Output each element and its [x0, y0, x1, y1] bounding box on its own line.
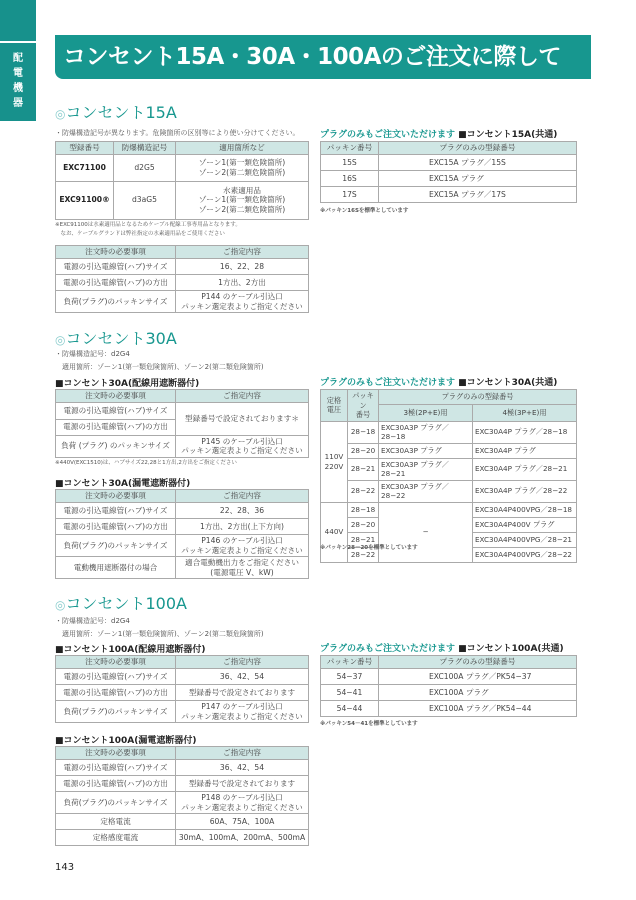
table-row: [321, 701, 577, 717]
table-row: [56, 275, 309, 291]
column-header: 注文時の必要事項: [56, 656, 176, 669]
column-header: 3極(2P+E)用: [379, 405, 473, 421]
table-cell: EXC30A3P プラグ／28−18: [379, 421, 473, 443]
table-cell: 1方出、2方出(上下方向): [176, 519, 309, 535]
plug-title-30a: [320, 375, 557, 388]
table-cell: 110V 220V: [321, 421, 348, 502]
table-cell: 負荷 (プラグ) のパッキンサイズ: [56, 435, 176, 457]
subheading: ■コンセント100A(配線用遮断器付): [55, 645, 206, 655]
table-cell: EXC71100: [56, 154, 114, 181]
table-cell: 電源の引込電線管(ハブ)の方出: [56, 776, 176, 792]
plug-title-text: プラグのみもご注文いただけます: [320, 130, 456, 140]
column-header: 注文時の必要事項: [56, 390, 176, 403]
table-row: [56, 792, 309, 814]
table-cell: 型録番号で設定されております＊: [176, 402, 309, 435]
column-header: 適用箇所など: [176, 142, 309, 155]
section-heading-15a: [55, 100, 177, 123]
plug-note: ※パッキン54－41を標準としています: [320, 721, 418, 727]
table-row: [56, 402, 309, 419]
table-cell: 15S: [321, 155, 379, 171]
table-row: [321, 685, 577, 701]
table-cell: 36、42、54: [176, 760, 309, 776]
table-header-row: [56, 656, 309, 669]
table-header-row: [56, 246, 309, 259]
table-row: [56, 830, 309, 846]
table-cell: 16S: [321, 171, 379, 187]
table-cell: 16、22、28: [176, 259, 309, 275]
table-row: [56, 776, 309, 792]
table-cell: 負荷(プラグ)のパッキンサイズ: [56, 291, 176, 313]
column-header: プラグのみの型録番号: [379, 390, 577, 405]
table-cell: P148 のケーブル引込口 パッキン選定表よりご指定ください: [176, 792, 309, 814]
plug-title-text: プラグのみもご注文いただけます: [320, 644, 456, 654]
table-cell: 電源の引込電線管(ハブ)の方出: [56, 275, 176, 291]
table-cell: P147 のケーブル引込口 パッキン選定表よりご指定ください: [176, 701, 309, 723]
table-cell: EXC30A4P400VPG／28−21: [473, 532, 577, 547]
order-table-30a-breaker: [55, 389, 309, 458]
table-cell: EXC30A3P プラグ: [379, 443, 473, 458]
table-row: [56, 519, 309, 535]
table-cell: 22、28、36: [176, 503, 309, 519]
table-row: [56, 503, 309, 519]
table-cell: EXC30A4P プラグ／28−18: [473, 421, 577, 443]
table-row: [321, 669, 577, 685]
column-header: ご指定内容: [176, 490, 309, 503]
table-cell: 1方出、2方出: [176, 275, 309, 291]
column-header: ご指定内容: [176, 747, 309, 760]
table-cell: 440V: [321, 502, 348, 562]
table-cell: P144 のケーブル引込口 パッキン選定表よりご指定ください: [176, 291, 309, 313]
table-cell: 28−22: [348, 480, 379, 502]
column-header: ご指定内容: [176, 390, 309, 403]
side-category-label: 配 電 機 器: [0, 43, 36, 121]
table-row: [56, 181, 309, 219]
table-cell: ゾーン1(第一類危険箇所) ゾーン2(第二類危険箇所): [176, 154, 309, 181]
table-cell: EXC30A4P400VPG／28−22: [473, 547, 577, 562]
table-cell: −: [379, 502, 473, 562]
table-cell: 定格電流: [56, 814, 176, 830]
page-title: コンセント15A・30A・100Aのご注文に際して: [55, 35, 591, 79]
column-header: 4極(3P+E)用: [473, 405, 577, 421]
column-header: 防爆構造記号: [114, 142, 176, 155]
table-row: [56, 701, 309, 723]
table-cell: EXC30A4P プラグ／28−22: [473, 480, 577, 502]
table-cell: EXC30A4P400V プラグ: [473, 517, 577, 532]
column-header: パッキン番号: [321, 142, 379, 155]
table-cell: 電源の引込電線管(ハブ)サイズ: [56, 503, 176, 519]
table-row: [56, 535, 309, 557]
table-row: [321, 421, 577, 443]
table-row: [321, 480, 577, 502]
table-row: [321, 443, 577, 458]
order-table-30a-leak: [55, 489, 309, 579]
table-cell: P145 のケーブル引込口 パッキン選定表よりご指定ください: [176, 435, 309, 457]
column-header: 型録番号: [56, 142, 114, 155]
note: ・防爆構造記号：d2G4 適用箇所：ゾーン1(第一類危険箇所)、ゾーン2(第二類危険箇所): [55, 350, 264, 371]
table-row: [56, 814, 309, 830]
table-cell: 電動機用遮断器付の場合: [56, 557, 176, 579]
table-cell: 電源の引込電線管(ハブ)の方出: [56, 685, 176, 701]
table-cell: EXC100A プラグ: [379, 685, 577, 701]
table-cell: 28−22: [348, 547, 379, 562]
table-cell: 28−21: [348, 532, 379, 547]
column-header: 注文時の必要事項: [56, 490, 176, 503]
section-heading-30a: [55, 326, 177, 349]
table-cell: 負荷(プラグ)のパッキンサイズ: [56, 792, 176, 814]
table-cell: 17S: [321, 187, 379, 203]
plug-title-15a: [320, 127, 557, 140]
order-table-15a: [55, 245, 309, 313]
table-cell: 型録番号で設定されております: [176, 776, 309, 792]
table-cell: 60A、75A、100A: [176, 814, 309, 830]
table-cell: EXC30A4P400VPG／28−18: [473, 502, 577, 517]
table-header-row: [56, 390, 309, 403]
order-table-100a-breaker: [55, 655, 309, 723]
table-cell: 電源の引込電線管(ハブ)サイズ: [56, 259, 176, 275]
table-row: [56, 760, 309, 776]
footnote: ※EXC91100は水素適用品となるためケーブル配線工事専用品となります。 なお、ケーブルグランドは弊社指定の水素適用品をご使用ください: [55, 222, 241, 237]
table-row: [321, 171, 577, 187]
table-cell: d2G5: [114, 154, 176, 181]
table-cell: 30mA、100mA、200mA、500mA: [176, 830, 309, 846]
table-row: [56, 291, 309, 313]
table-cell: EXC15A プラグ／17S: [379, 187, 577, 203]
plug-subtitle: ■コンセント100A(共通): [458, 644, 564, 654]
table-cell: 電源の引込電線管(ハブ)の方出: [56, 419, 176, 435]
column-header: ご指定内容: [176, 246, 309, 259]
plug-note: ※パッキン16Sを標準としています: [320, 208, 409, 214]
column-header: ご指定内容: [176, 656, 309, 669]
column-header: パッキン 番号: [348, 390, 379, 422]
table-cell: 電源の引込電線管(ハブ)の方出: [56, 519, 176, 535]
table-row: [321, 187, 577, 203]
table-cell: 適合電動機出力をご指定ください (電源電圧 V、kW): [176, 557, 309, 579]
table-cell: EXC15A プラグ: [379, 171, 577, 187]
column-header: 注文時の必要事項: [56, 246, 176, 259]
table-cell: 28−18: [348, 502, 379, 517]
plug-title-text: プラグのみもご注文いただけます: [320, 378, 456, 388]
circle-bullet-icon: ◎: [55, 598, 66, 612]
table-cell: EXC30A4P プラグ／28−21: [473, 458, 577, 480]
table-cell: 電源の引込電線管(ハブ)サイズ: [56, 760, 176, 776]
table-cell: 負荷(プラグ)のパッキンサイズ: [56, 535, 176, 557]
note: ・防爆構造記号：d2G4 適用箇所：ゾーン1(第一類危険箇所)、ゾーン2(第二類危険箇所): [55, 617, 264, 638]
heading-text: コンセント100A: [65, 594, 187, 613]
table-cell: P146 のケーブル引込口 パッキン選定表よりご指定ください: [176, 535, 309, 557]
table-cell: 54−41: [321, 685, 379, 701]
table-header-row: [321, 656, 577, 669]
subheading: ■コンセント100A(漏電遮断器付): [55, 736, 197, 746]
footnote: ※440V(EXC1510)は、ハブサイズ22,28と1方出,2方出をご指定ください: [55, 460, 237, 466]
table-cell: 水素適用品 ゾーン1(第一類危険箇所) ゾーン2(第二類危険箇所): [176, 181, 309, 219]
table-cell: 28−18: [348, 421, 379, 443]
side-tab-top: [0, 0, 36, 41]
table-cell: 28−20: [348, 517, 379, 532]
table-cell: 54−37: [321, 669, 379, 685]
page-number: 143: [55, 862, 75, 873]
table-cell: EXC15A プラグ／15S: [379, 155, 577, 171]
spec-table-15a: [55, 141, 309, 220]
table-cell: EXC100A プラグ／PK54−44: [379, 701, 577, 717]
circle-bullet-icon: ◎: [55, 333, 66, 347]
table-cell: EXC30A4P プラグ: [473, 443, 577, 458]
table-header-row: [56, 747, 309, 760]
table-cell: 負荷(プラグ)のパッキンサイズ: [56, 701, 176, 723]
section-heading-100a: [55, 591, 187, 614]
table-row: [56, 685, 309, 701]
column-header: 定格 電圧: [321, 390, 348, 422]
table-cell: EXC30A3P プラグ／28−21: [379, 458, 473, 480]
table-cell: EXC100A プラグ／PK54−37: [379, 669, 577, 685]
subheading: ■コンセント30A(配線用遮断器付): [55, 379, 200, 389]
column-header: パッキン番号: [321, 656, 379, 669]
table-row: [321, 502, 577, 517]
plug-subtitle: ■コンセント15A(共通): [458, 130, 558, 140]
plug-note: ※パッキン28－20を標準としています: [320, 545, 418, 551]
plug-table-30a: [320, 389, 577, 563]
table-cell: 電源の引込電線管(ハブ)サイズ: [56, 669, 176, 685]
plug-title-100a: [320, 641, 564, 654]
heading-text: コンセント15A: [65, 103, 177, 122]
table-row: [321, 458, 577, 480]
table-cell: 36、42、54: [176, 669, 309, 685]
note: ・防爆構造記号が異なります。危険箇所の区別等により使い分けてください。: [55, 129, 300, 137]
column-header: 注文時の必要事項: [56, 747, 176, 760]
subheading: ■コンセント30A(漏電遮断器付): [55, 479, 191, 489]
table-cell: 28−21: [348, 458, 379, 480]
column-header: プラグのみの型録番号: [379, 142, 577, 155]
plug-table-100a: [320, 655, 577, 717]
table-cell: 型録番号で設定されております: [176, 685, 309, 701]
table-header-row: [56, 490, 309, 503]
table-row: [56, 557, 309, 579]
heading-text: コンセント30A: [65, 329, 177, 348]
table-row: [56, 669, 309, 685]
table-row: [56, 435, 309, 457]
table-header-row: [56, 142, 309, 155]
table-header-row: [321, 142, 577, 155]
plug-table-15a: [320, 141, 577, 203]
plug-subtitle: ■コンセント30A(共通): [458, 378, 558, 388]
column-header: プラグのみの型録番号: [379, 656, 577, 669]
table-cell: 54−44: [321, 701, 379, 717]
order-table-100a-leak: [55, 746, 309, 846]
table-cell: 28−20: [348, 443, 379, 458]
circle-bullet-icon: ◎: [55, 107, 66, 121]
table-cell: EXC30A3P プラグ／28−22: [379, 480, 473, 502]
table-row: [56, 259, 309, 275]
table-cell: 電源の引込電線管(ハブ)サイズ: [56, 402, 176, 419]
table-cell: 定格感度電流: [56, 830, 176, 846]
table-row: [321, 155, 577, 171]
table-cell: EXC91100®: [56, 181, 114, 219]
table-cell: d3aG5: [114, 181, 176, 219]
table-header-row: [321, 390, 577, 405]
table-row: [56, 154, 309, 181]
